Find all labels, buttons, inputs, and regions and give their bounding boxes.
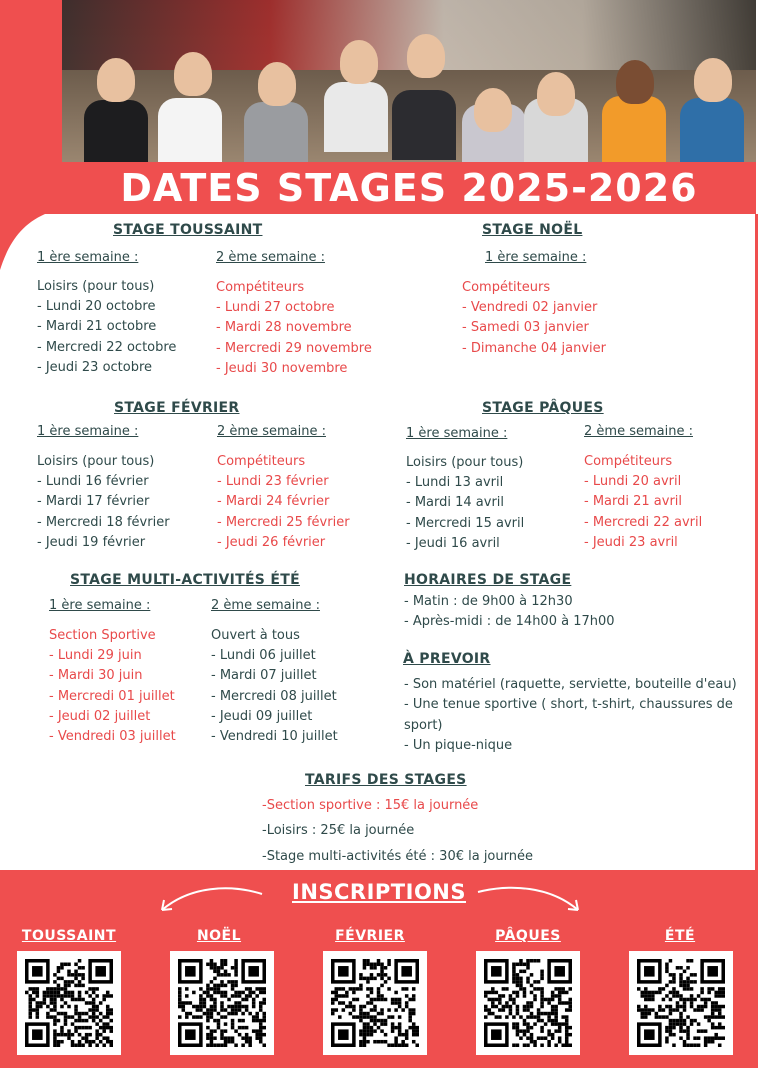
qr-label-fevrier: FÉVRIER xyxy=(335,928,405,944)
list-item: - Matin : de 9h00 à 12h30 xyxy=(404,594,573,609)
prevoir-lines xyxy=(404,675,737,756)
fevrier-week1-label: 1 ère semaine : xyxy=(37,424,139,439)
ete-week2-label: 2 ème semaine : xyxy=(211,598,320,613)
fevrier-week1-group: Loisirs (pour tous) xyxy=(37,454,155,469)
list-item: - Mardi 07 juillet xyxy=(211,668,317,684)
list-item: - Jeudi 02 juillet xyxy=(49,708,151,724)
list-item: - Jeudi 23 octobre xyxy=(37,359,153,375)
tarif-section-sportive: -Section sportive : 15€ la journée xyxy=(262,798,479,813)
qr-code-fevrier[interactable] xyxy=(323,951,427,1055)
group-photo xyxy=(62,0,756,162)
list-item: - Mercredi 01 juillet xyxy=(49,688,175,704)
list-item: - Jeudi 26 février xyxy=(217,534,326,550)
horaires-heading: HORAIRES DE STAGE xyxy=(404,572,572,588)
list-item: - Mardi 30 juin xyxy=(49,668,143,684)
list-item: - Son matériel (raquette, serviette, bouteille d'eau) xyxy=(404,677,737,692)
qr-label-noel: NOËL xyxy=(196,928,242,944)
fevrier-week2-label: 2 ème semaine : xyxy=(217,424,326,439)
list-item: - Jeudi 16 avril xyxy=(406,535,500,551)
list-item: - Jeudi 23 avril xyxy=(584,534,678,550)
paques-week1-days xyxy=(406,473,524,554)
curved-arrow-right-icon xyxy=(470,882,590,918)
list-item: - Lundi 27 octobre xyxy=(216,300,335,315)
qr-code-ete[interactable] xyxy=(629,951,733,1055)
qr-label-ete: ÉTÉ xyxy=(664,928,696,944)
prevoir-heading: À PREVOIR xyxy=(403,651,491,667)
list-item: - Un pique-nique xyxy=(404,737,513,753)
list-item: - Lundi 23 février xyxy=(217,474,329,489)
page-title: DATES STAGES 2025-2026 xyxy=(120,166,698,210)
list-item: - Jeudi 19 février xyxy=(37,534,146,550)
list-item: - Mardi 21 octobre xyxy=(37,319,157,335)
list-item: - Mardi 21 avril xyxy=(584,494,683,510)
list-item: - Vendredi 10 juillet xyxy=(211,729,338,745)
horaires-lines xyxy=(404,592,615,633)
list-item: - Mercredi 15 avril xyxy=(406,515,525,531)
list-item: - Mercredi 18 février xyxy=(37,514,170,530)
toussaint-week2-group: Compétiteurs xyxy=(216,280,305,295)
ete-week2-group: Ouvert à tous xyxy=(211,628,300,643)
list-item: - Une tenue sportive ( short, t-shirt, chaussures de xyxy=(404,697,733,713)
list-item: - Lundi 06 juillet xyxy=(211,648,316,663)
list-item: - Mercredi 25 février xyxy=(217,514,350,530)
list-item: - Dimanche 04 janvier xyxy=(462,340,606,356)
list-item: - Mardi 14 avril xyxy=(406,495,505,511)
list-item: sport) xyxy=(404,717,443,733)
list-item: - Mardi 28 novembre xyxy=(216,320,352,336)
ete-week2-days xyxy=(211,646,338,747)
list-item: - Mercredi 22 octobre xyxy=(37,339,177,355)
fevrier-heading: STAGE FÉVRIER xyxy=(114,400,240,416)
paques-week1-label: 1 ère semaine : xyxy=(406,426,508,441)
list-item: - Vendredi 02 janvier xyxy=(462,300,598,315)
qr-label-toussaint: TOUSSAINT xyxy=(21,928,117,944)
toussaint-week2-label: 2 ème semaine : xyxy=(216,250,325,265)
toussaint-week1-group: Loisirs (pour tous) xyxy=(37,279,155,294)
list-item: - Samedi 03 janvier xyxy=(462,320,589,336)
list-item: - Lundi 29 juin xyxy=(49,648,142,663)
fevrier-week1-days xyxy=(37,472,170,553)
tarifs-heading: TARIFS DES STAGES xyxy=(305,772,467,788)
qr-label-paques: PÂQUES xyxy=(495,928,561,944)
paques-week1-group: Loisirs (pour tous) xyxy=(406,455,524,470)
qr-code-noel[interactable] xyxy=(170,951,274,1055)
toussaint-heading: STAGE TOUSSAINT xyxy=(113,222,263,238)
list-item: - Jeudi 30 novembre xyxy=(216,360,348,376)
fevrier-week2-group: Compétiteurs xyxy=(217,454,306,469)
list-item: - Après-midi : de 14h00 à 17h00 xyxy=(404,614,615,630)
noel-week1-group: Compétiteurs xyxy=(462,280,551,295)
list-item: - Mercredi 29 novembre xyxy=(216,340,372,356)
inscriptions-heading: INSCRIPTIONS xyxy=(292,880,466,904)
toussaint-week1-label: 1 ère semaine : xyxy=(37,250,139,265)
curved-arrow-left-icon xyxy=(150,882,270,918)
list-item: - Lundi 20 octobre xyxy=(37,299,156,314)
noel-week1-label: 1 ère semaine : xyxy=(485,250,587,265)
tarif-multi-activites: -Stage multi-activités été : 30€ la journée xyxy=(262,849,533,864)
ete-week1-group: Section Sportive xyxy=(49,628,156,643)
ete-heading: STAGE MULTI-ACTIVITÉS ÉTÉ xyxy=(70,572,300,588)
list-item: - Mercredi 08 juillet xyxy=(211,688,337,704)
toussaint-week1-days xyxy=(37,297,176,378)
paques-week2-group: Compétiteurs xyxy=(584,454,673,469)
list-item: - Lundi 20 avril xyxy=(584,474,682,489)
list-item: - Mardi 17 février xyxy=(37,494,150,510)
tarif-loisirs: -Loisirs : 25€ la journée xyxy=(262,823,415,838)
qr-code-toussaint[interactable] xyxy=(17,951,121,1055)
ete-week1-days xyxy=(49,646,176,747)
paques-week2-label: 2 ème semaine : xyxy=(584,424,693,439)
qr-code-paques[interactable] xyxy=(476,951,580,1055)
toussaint-week2-days xyxy=(216,298,372,379)
list-item: - Mercredi 22 avril xyxy=(584,514,703,530)
noel-heading: STAGE NOËL xyxy=(482,222,583,238)
paques-heading: STAGE PÂQUES xyxy=(482,400,604,416)
list-item: - Lundi 13 avril xyxy=(406,475,504,490)
paques-week2-days xyxy=(584,472,702,553)
fevrier-week2-days xyxy=(217,472,350,553)
ete-week1-label: 1 ère semaine : xyxy=(49,598,151,613)
list-item: - Jeudi 09 juillet xyxy=(211,708,313,724)
list-item: - Mardi 24 février xyxy=(217,494,330,510)
list-item: - Lundi 16 février xyxy=(37,474,149,489)
noel-week1-days xyxy=(462,298,606,359)
list-item: - Vendredi 03 juillet xyxy=(49,729,176,745)
